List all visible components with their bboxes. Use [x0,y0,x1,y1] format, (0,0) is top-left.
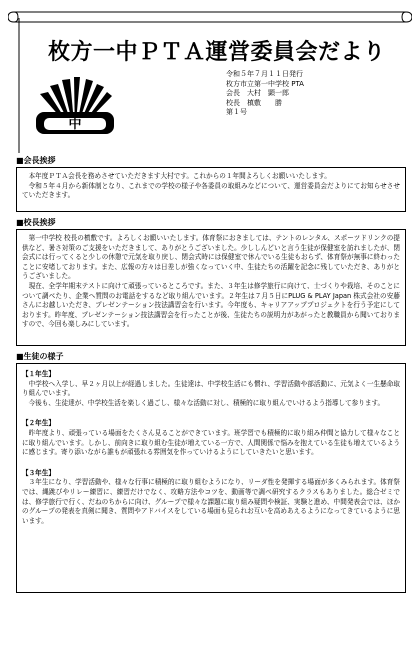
grade3-line-1: ３年生になり、学習活動や、様々な行事に積極的に取り組むようになり、リーダ性を発揮する場面が多くみられます。体育祭では、縄跳びやリレー練習に、練習だけでなく、攻略方法やコツを、動画等で調べ研究するクラスもありました。総合ゼミでは、修学旅行で行く、だねのちからに向け、グループで様々な課題に取り組み疑問や検証、実験と進め、中間発表会では、ほかのグループの発表を真剣に聞き、質問やアドバイスをしている場面も見られお互いを高めあえるようになってきているように思います。 [22,478,400,525]
grade1-heading: 【１年生】 [22,370,55,378]
principal-name: 校長 槙敷 勝 [226,98,282,107]
grade2-heading: 【２年生】 [22,419,55,428]
school-emblem-icon [30,74,120,140]
scroll-left-edge [14,18,24,153]
principal-heading: ■校長挨拶 [16,218,56,227]
emblem-char: 中 [68,117,82,132]
greeting-box [16,167,406,212]
publisher: 枚方市立第一中学校 PTA [226,79,304,88]
principal-text-2: 現在、全学年期末テストに向けて頑張っているところです。また、３年生は修学旅行に向けて、士づくりや栽培、そのことについて調べたり、企業へ質問のお電話をするなど取り組んでいます。２年生は７月５日にPLUG & PLAY Japan 株式会社の安藤さんにお越しいただき、プレゼンテーション技法講習会を行います。今年度も、キャリアアッププロジェクトを行う予定にしております。昨年度、プレゼンテーション技法講習会を行ったことが後、生徒たちの説明力があがったと教職員から聞いておりますので、今回も楽しみにしています。 [22,281,400,329]
chair-name: 会長 大村 顕一郎 [226,89,289,97]
grade1-line-2: 今後も、生徒達が、中学校生活を楽しく過ごし、様々な活動に対し、積極的に取り組んでいけるよう指導して参ります。 [28,398,385,407]
issue-date: 令和５年７月１１日発行 [226,70,303,78]
issue-number: 第１号 [226,108,247,116]
greeting-line-1: 本年度ＰＴＡ会長を務めさせていただきます大村です。これからの１年間よろしくお願いいたします。 [28,172,331,180]
students-heading: ■生徒の様子 [16,352,64,361]
issue-meta [226,70,396,118]
grade3-heading: 【３年生】 [22,468,55,477]
grade2-line-1: 昨年度より、頑張っている場面をたくさん見ることができています。班学習でも積極的に取り組み仲間と協力して様々なことに取り組んでいます。しかし、前向きに取り組む生徒が増えている一方で、人間関係で悩みを抱えている生徒も増えているように感じます。寄り添いながら誰もが頑張れる雰囲気を作っていけるようにしていきたいと思います。 [22,428,400,457]
principal-text-1: 第一中学校 校長の槙敷です。よろしくお願いいたします。体育祭におきましては、テントのレンタル、スポーツドリンクの提供など、暑さ対策のご支援をいただきまして、ありがとうございました。少ししんどいと言う生徒が保健室を訪れましたが、閉会式には行ってくると少しの休憩で元気を取り戻し、閉会式時には保健室で休んでいる生徒もおらず、体育祭が無事に終わったことに安堵しております。また、広報の方々は日差しが強くなっていく中、生徒たちの活躍を記念に残していただき、ありがとうございました。 [22,234,400,281]
grade1-line-1: 中学校へ入学し、早２ヶ月以上が経過しました。生徒達は、中学校生活にも慣れ、学習活動や部活動に、元気よく一生懸命取り組んでいます。 [22,379,400,398]
newsletter-title: 枚方一中ＰＴＡ運営委員会だより [48,40,386,65]
scroll-banner-top [8,8,412,24]
greeting-line-2: 令和５年４月から新体制となり、これまでの学校の様子や各委員の取組みなどについて、運営委員会だよりにてお知らせさせていただきます。 [22,181,400,200]
students-box [16,363,406,593]
greeting-heading: ■会長挨拶 [16,156,56,165]
principal-box [16,229,406,346]
